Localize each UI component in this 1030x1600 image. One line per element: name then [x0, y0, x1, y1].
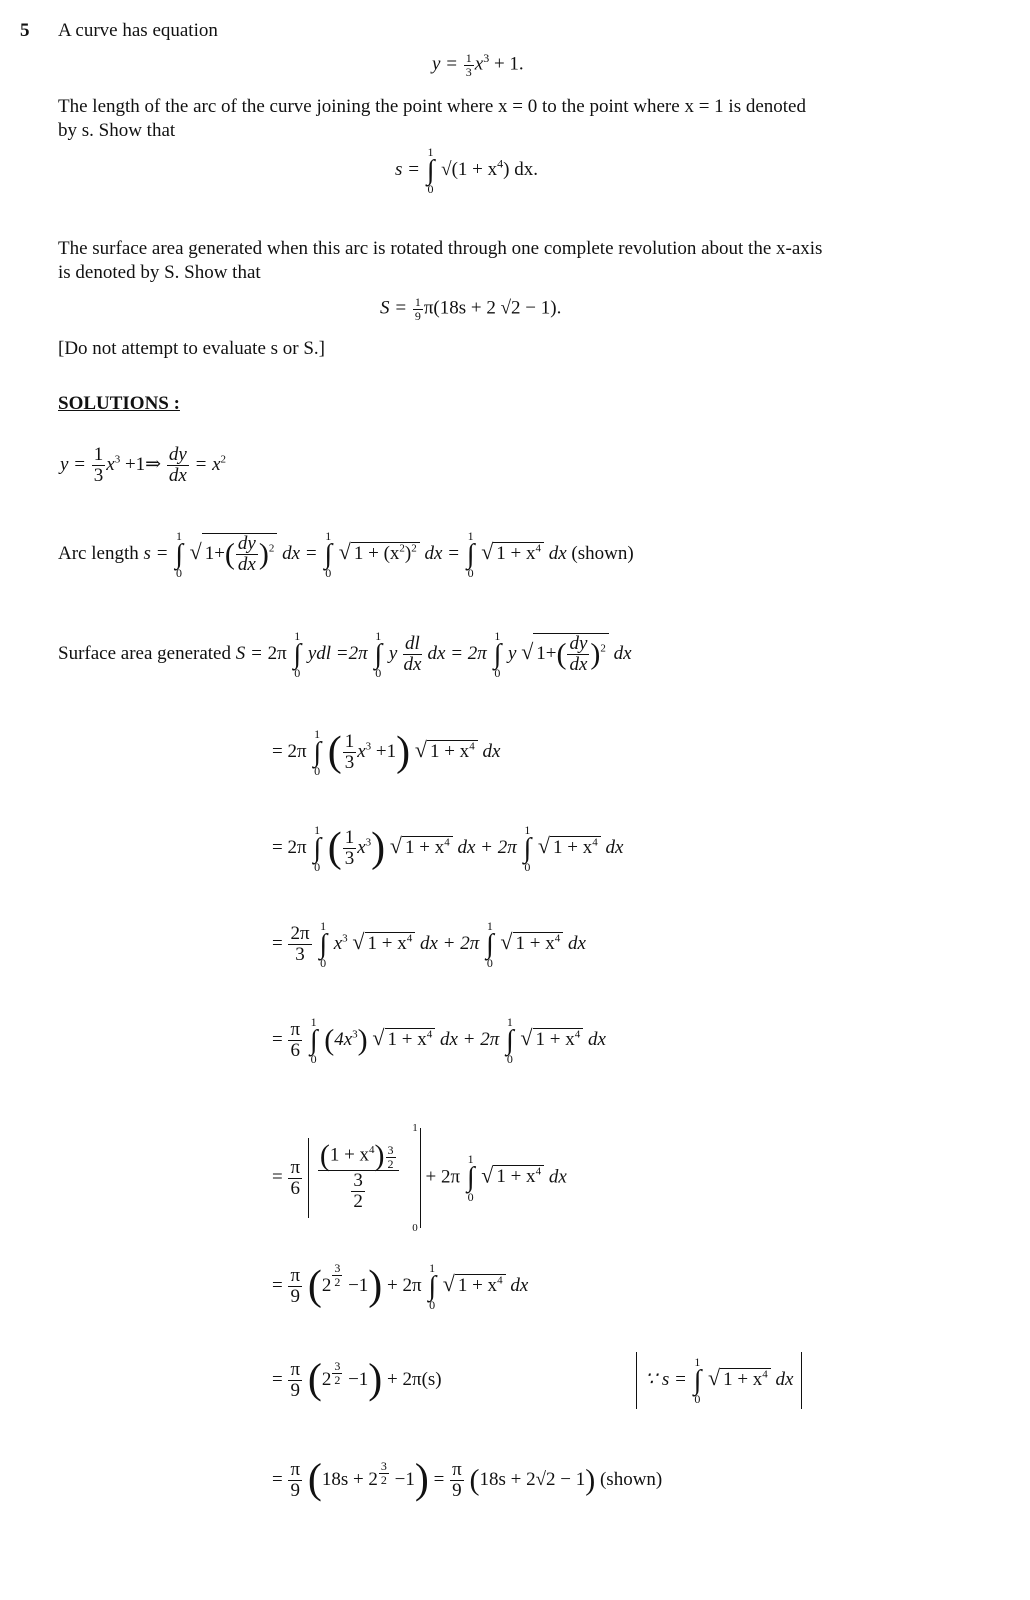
solution-surface-area: Surface area generated S = 2π 1 ∫ 0 ydl =2π 1 ∫ 0 y $\frac{dl}{dx}$ dx = 2π 1 ∫ 0 y √ 1+( $\frac{dy}{dx}$ )$^2$ dx	[58, 629, 632, 681]
question-intro: A curve has equation	[58, 20, 218, 41]
solution-step-5: = $\frac{\pi}{6}$ $(1 + x^4)$ $\frac{3}{2}$ $\frac{3}{2}$ 1 0 + 2π 1 ∫ 0 √ $1 + x^4$ dx	[272, 1122, 567, 1234]
solution-step-3: = $\frac{2\pi}{3}$ 1 ∫ 0 $x^3$ √ $1 + x^4$ dx + 2π 1 ∫ 0 √ $1 + x^4$ dx	[272, 919, 586, 971]
equation-curve: y = $\frac{1}{3}$ $x^3 + 1$.	[432, 51, 524, 79]
solution-arc-length: Arc length s = 1 ∫ 0 √ 1+( $\frac{dy}{dx}$ )$^2$ dx = 1 ∫ 0 √ $1 + (x^2)^2$ dx = 1 ∫ 0 √ $1 + x^4$ dx (shown)	[58, 529, 634, 581]
note-do-not-evaluate: [Do not attempt to evaluate s or S.]	[58, 338, 325, 359]
solution-step-4: = $\frac{\pi}{6}$ 1 ∫ 0 $(4x^3)$ √ $1 + x^4$ dx + 2π 1 ∫ 0 √ $1 + x^4$ dx	[272, 1015, 606, 1067]
solution-step-6: = $\frac{\pi}{9}$ (2 $\frac{3}{2}$ −1) + 2π 1 ∫ 0 √ $1 + x^4$ dx	[272, 1261, 529, 1313]
equation-arc-length: s = 1 ∫ 0 $√(1 + x^4)$ dx.	[395, 145, 538, 197]
eq1-frac: $\frac{1}{3}$	[465, 51, 472, 79]
question-number: 5	[20, 20, 30, 41]
solution-step-7: = $\frac{\pi}{9}$ (2 $\frac{3}{2}$ −1) + 2π(s)	[272, 1356, 442, 1403]
solution-step-7-because: ∵ s = 1 ∫ 0 √ $1 + x^4$ dx	[636, 1352, 802, 1409]
paragraph-arc-line2: by s. Show that	[58, 120, 176, 141]
solution-step-2: = 2π 1 ∫ 0 ( $\frac{1}{3}$ $x^3$) √ $1 + x^4$ dx + 2π 1 ∫ 0 √ $1 + x^4$ dx	[272, 823, 624, 875]
paragraph-surface-line1: The surface area generated when this arc is rotated through one complete revolution about the x-axis	[58, 238, 823, 259]
paragraph-surface-line2: is denoted by S. Show that	[58, 262, 261, 283]
solutions-heading: SOLUTIONS :	[58, 393, 180, 414]
solution-step-1: = 2π 1 ∫ 0 ( $\frac{1}{3}$ $x^3 +1$) √ $1 + x^4$ dx	[272, 727, 501, 779]
paragraph-arc-line1: The length of the arc of the curve joining the point where x = 0 to the point where x = 1 is denoted	[58, 96, 806, 117]
eq1-rest: + 1.	[493, 53, 524, 75]
solution-step-8: = $\frac{\pi}{9}$ (18s + 2 $\frac{3}{2}$ −1) = $\frac{\pi}{9}$ (18s + 2√2 − 1) (shown)	[272, 1456, 663, 1503]
eq1-lhs: y =	[432, 53, 459, 75]
equation-surface-area: S = $\frac{1}{9}$ π(18s + 2 √2 − 1).	[380, 295, 562, 323]
solution-derivative: y = $\frac{1}{3}$ $x^3$ +1⇒ $\frac{dy}{dx}$ = $x^2$	[60, 444, 227, 486]
